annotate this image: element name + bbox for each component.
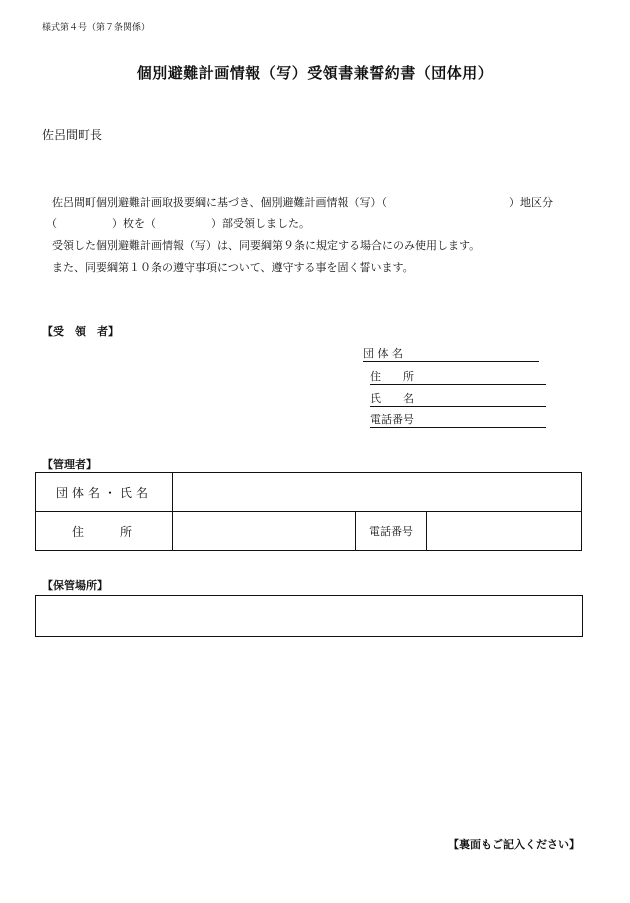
manager-address-input[interactable] bbox=[173, 512, 356, 551]
manager-group-name-label: 団体名・氏名 bbox=[36, 473, 173, 512]
receiver-address-label: 住 所 bbox=[370, 370, 414, 383]
receiver-phone-label: 電話番号 bbox=[370, 413, 414, 426]
page-title: 個別避難計画情報（写）受領書兼誓約書（団体用） bbox=[136, 64, 494, 82]
body-line-4: また、同要綱第１０条の遵守事項について、遵守する事を固く誓います。 bbox=[52, 261, 414, 274]
receiver-group-name-label: 団 体 名 bbox=[363, 347, 403, 360]
manager-phone-input[interactable] bbox=[427, 512, 582, 551]
form-number: 様式第４号（第７条関係） bbox=[42, 23, 151, 33]
storage-section-label: 【保管場所】 bbox=[42, 579, 108, 592]
addressee: 佐呂間町長 bbox=[42, 128, 103, 142]
manager-address-label: 住 所 bbox=[36, 512, 173, 551]
footer-note: 【裏面もご記入ください】 bbox=[448, 838, 580, 851]
receiver-name-field[interactable] bbox=[370, 390, 546, 407]
receiver-phone-field[interactable] bbox=[370, 411, 546, 428]
manager-row-group bbox=[36, 473, 582, 512]
receiver-name-label: 氏 名 bbox=[370, 392, 414, 405]
body-line-3: 受領した個別避難計画情報（写）は、同要綱第９条に規定する場合にのみ使用します。 bbox=[52, 239, 481, 252]
body-line-1-end: ）地区分 bbox=[509, 196, 553, 209]
manager-table bbox=[35, 472, 582, 551]
storage-location-input[interactable] bbox=[35, 595, 583, 637]
manager-group-name-input[interactable] bbox=[173, 473, 582, 512]
body-line-1: 佐呂間町個別避難計画取扱要綱に基づき、個別避難計画情報（写）（ bbox=[52, 196, 388, 209]
receiver-group-name-field[interactable] bbox=[363, 345, 539, 362]
body-line-2: （ ）枚を（ ）部受領しました。 bbox=[46, 217, 310, 230]
receiver-address-field[interactable] bbox=[370, 368, 546, 385]
manager-row-address bbox=[36, 512, 582, 551]
manager-phone-label: 電話番号 bbox=[356, 512, 427, 551]
manager-section-label: 【管理者】 bbox=[42, 458, 97, 471]
receiver-section-label: 【受 領 者】 bbox=[42, 325, 119, 338]
